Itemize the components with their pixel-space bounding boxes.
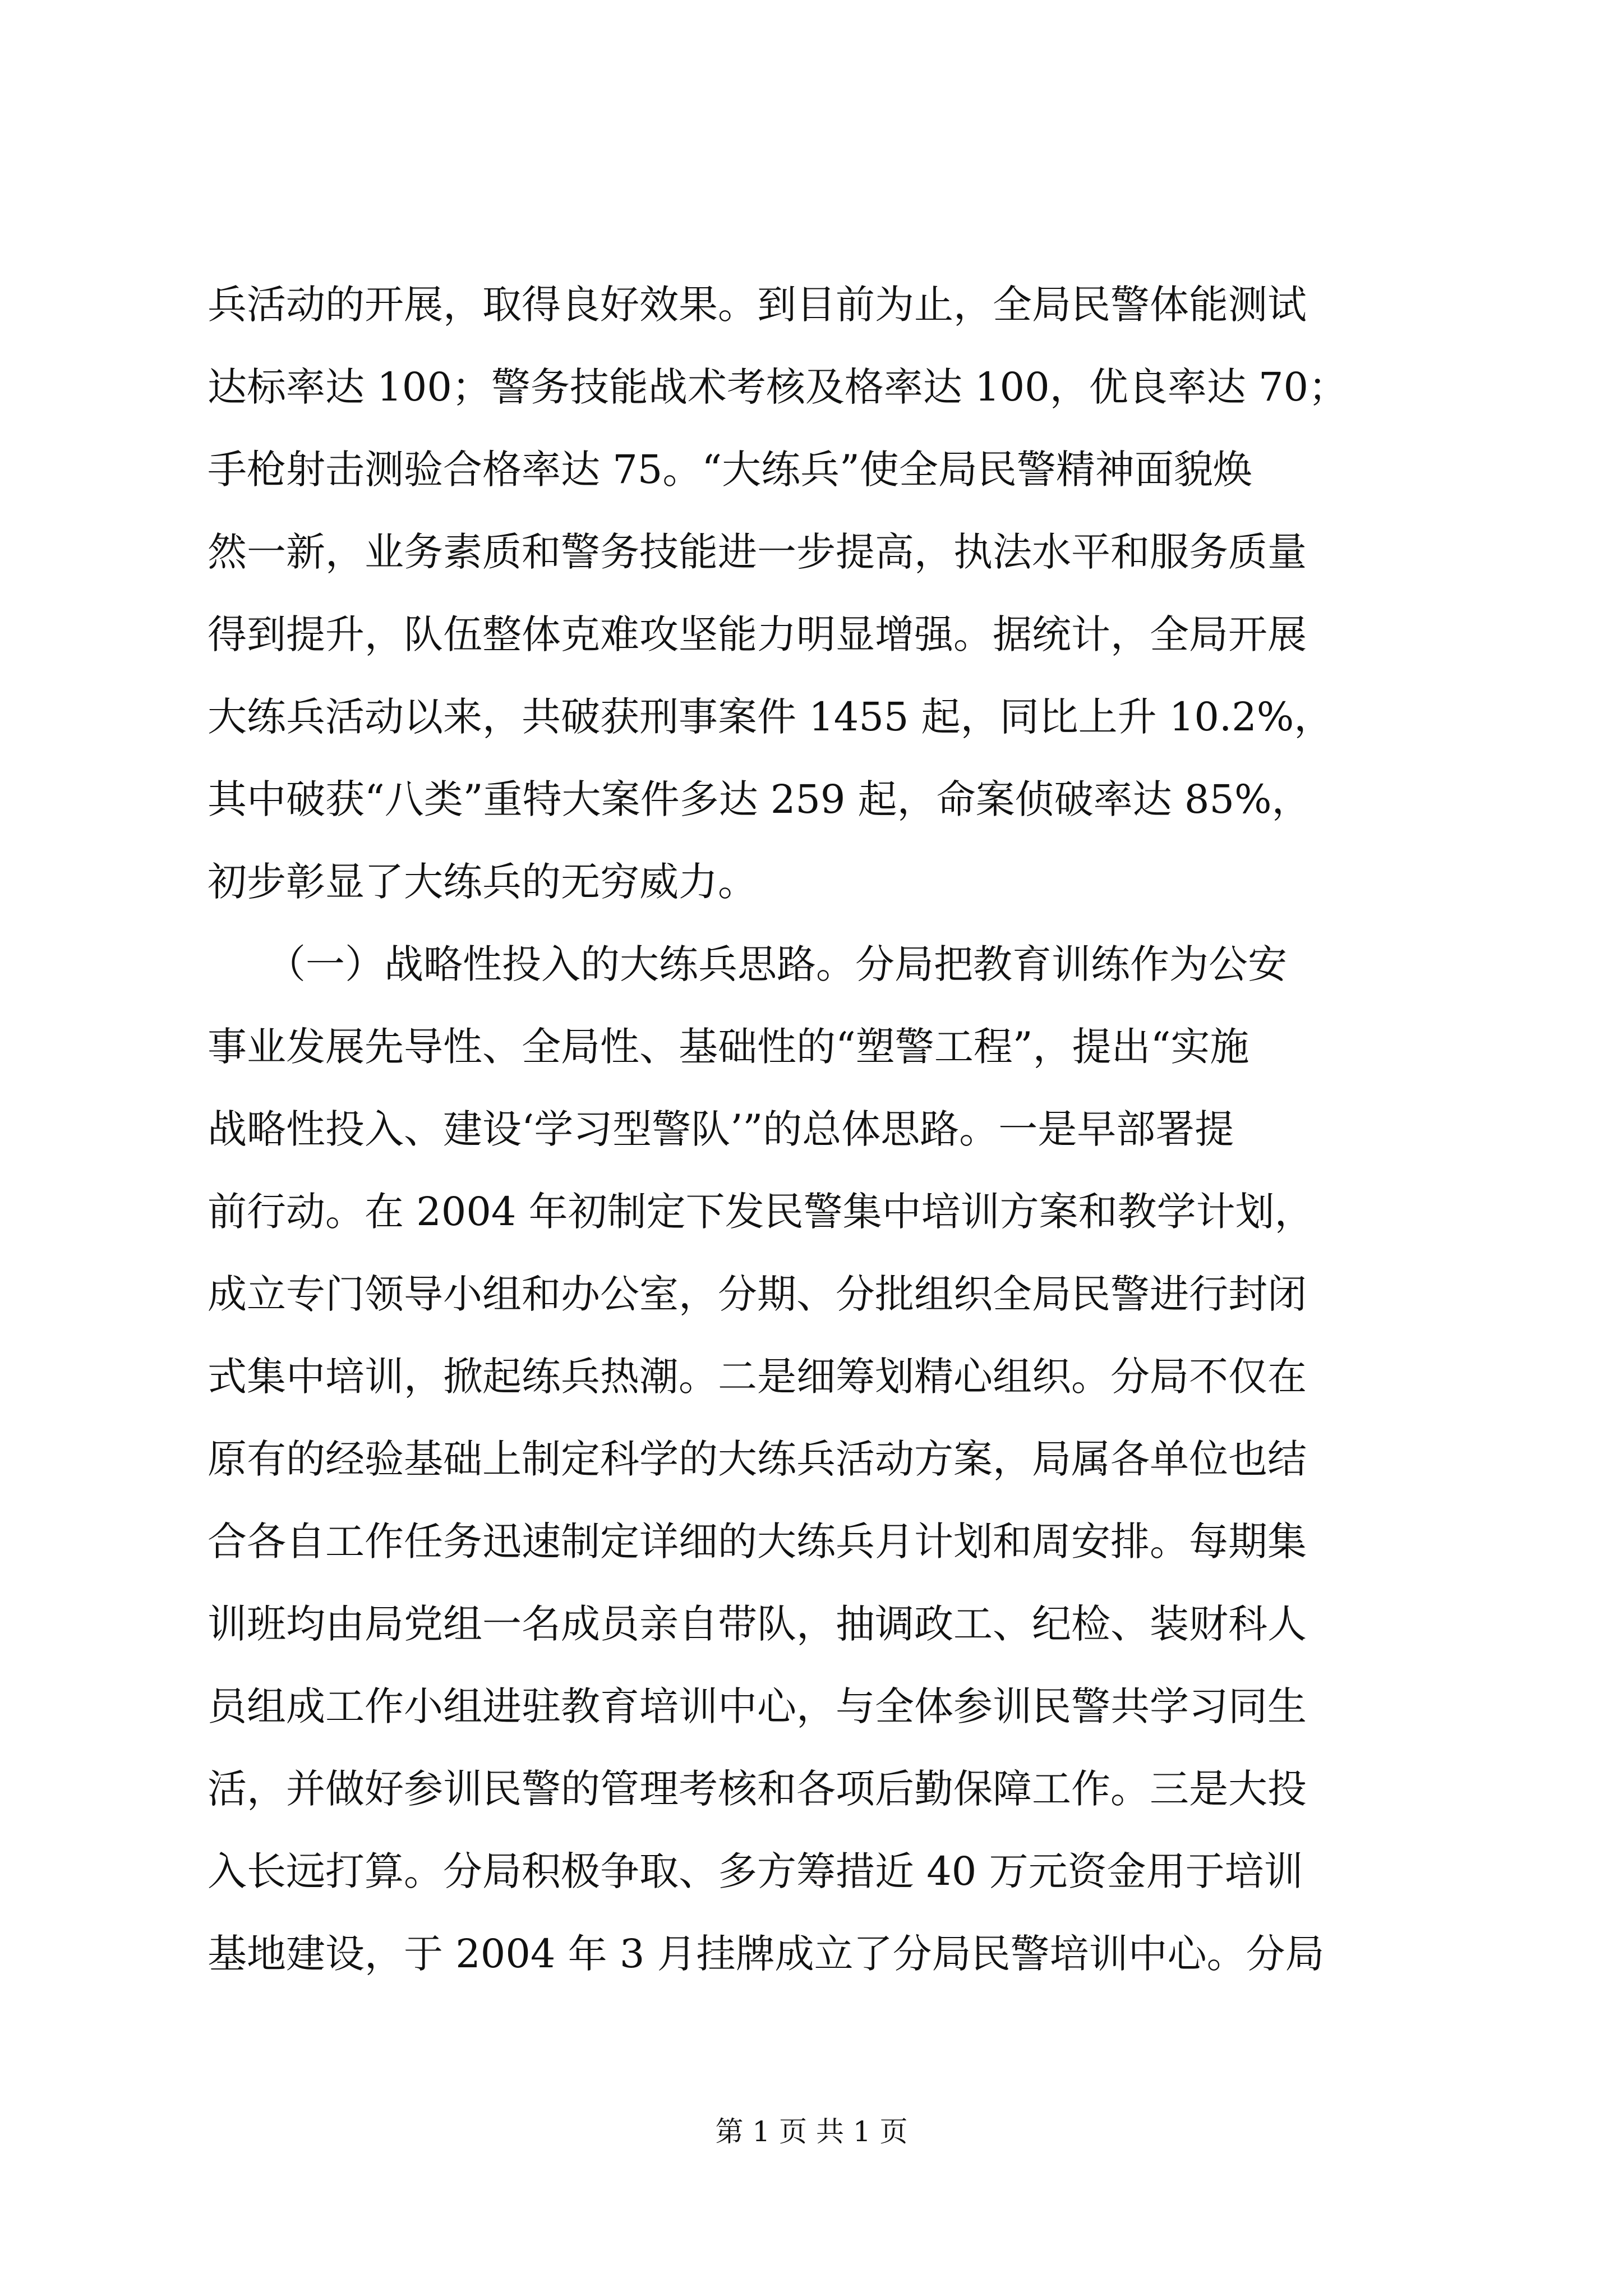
- text-line: 兵活动的开展，取得良好效果。到目前为止，全局民警体能测试: [208, 282, 1307, 328]
- text-line: 活，并做好参训民警的管理考核和各项后勤保障工作。三是大投: [208, 1766, 1307, 1812]
- text-line: 其中破获“八类”重特大案件多达 259 起，命案侦破率达 85%，: [208, 776, 1311, 822]
- text-line: 入长远打算。分局积极争取、多方筹措近 40 万元资金用于培训: [208, 1848, 1303, 1894]
- text-line: 然一新，业务素质和警务技能进一步提高，执法水平和服务质量: [208, 529, 1307, 575]
- text-line: 合各自工作任务迅速制定详细的大练兵月计划和周安排。每期集: [208, 1519, 1307, 1565]
- text-line: 前行动。在 2004 年初制定下发民警集中培训方案和教学计划，: [208, 1189, 1314, 1235]
- text-line: 大练兵活动以来，共破获刑事案件 1455 起，同比上升 10.2%，: [208, 694, 1334, 740]
- text-line: 基地建设，于 2004 年 3 月挂牌成立了分局民警培训中心。分局: [208, 1931, 1325, 1977]
- text-line: 达标率达 100；警务技能战术考核及格率达 100，优良率达 70；: [208, 364, 1348, 410]
- text-line: 得到提升，队伍整体克难攻坚能力明显增强。据统计，全局开展: [208, 611, 1307, 657]
- text-line: 训班均由局党组一名成员亲自带队，抽调政工、纪检、装财科人: [208, 1601, 1307, 1647]
- text-line: 员组成工作小组进驻教育培训中心，与全体参训民警共学习同生: [208, 1683, 1307, 1729]
- page-footer: 第 1 页 共 1 页: [715, 2115, 908, 2148]
- text-line: （一）战略性投入的大练兵思路。分局把教育训练作为公安: [208, 941, 1287, 987]
- text-line: 成立专门领导小组和办公室，分期、分批组织全局民警进行封闭: [208, 1271, 1307, 1317]
- text-line: 战略性投入、建设‘学习型警队’”的总体思路。一是早部署提: [208, 1106, 1234, 1152]
- text-line: 手枪射击测验合格率达 75。“大练兵”使全局民警精神面貌焕: [208, 447, 1252, 493]
- document-body: [208, 264, 1424, 1995]
- text-line: 事业发展先导性、全局性、基础性的“塑警工程”，提出“实施: [208, 1024, 1249, 1070]
- text-line: 原有的经验基础上制定科学的大练兵活动方案，局属各单位也结: [208, 1436, 1307, 1482]
- text-line: 式集中培训，掀起练兵热潮。二是细筹划精心组织。分局不仅在: [208, 1354, 1307, 1400]
- text-line: 初步彰显了大练兵的无穷威力。: [208, 859, 757, 905]
